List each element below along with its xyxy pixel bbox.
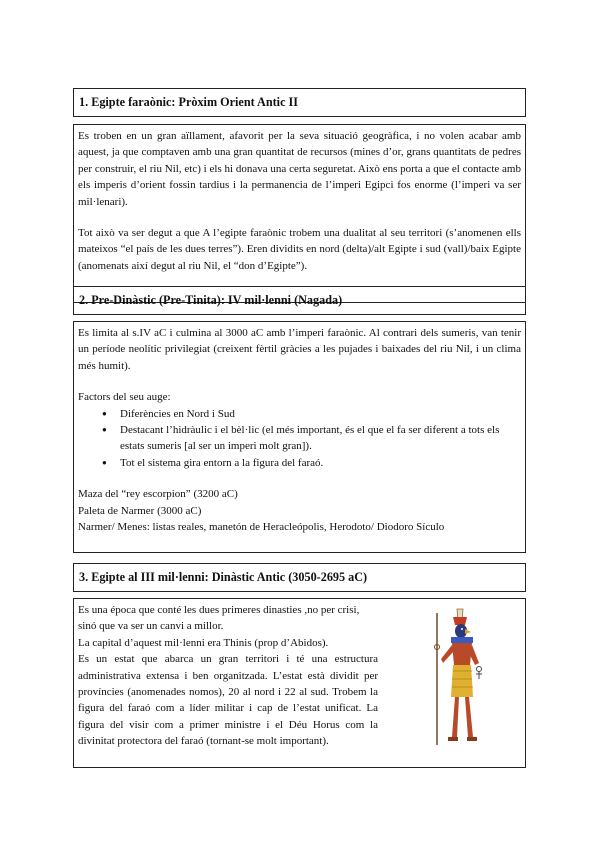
section-2-body <box>73 321 526 553</box>
maza-line: Maza del “rey escorpion” (3200 aC) <box>78 488 238 501</box>
narmer-line: Narmer/ Menes: listas reales, manetón de Heracleópolis, Herodoto/ Diodoro Sículo <box>78 521 445 534</box>
section-3-paragraph-3: Es un estat que abarca un gran territori i té una estructura administrativa extensa i ben organitzada. L’estat està dividit per províncies (anomenades nomos), 20 al nord i 22 al sud. Trobem la figura del faraó com a líder militar i cap de l’estat unificat. La figura del visir com a primer ministre i el Déu Horus com la divinitat protectora del faraó (tornant-se molt important). <box>78 653 378 748</box>
section-2-heading: 2. Pre-Dinàstic (Pre-Tinita): IV mil·lenni (Nagada) <box>73 286 526 315</box>
section-1-paragraph-1: Es troben en un gran aïllament, afavorit per la seva situació geogràfica, i no volen acabar amb aquest, ja que comptaven amb una gran quantitat de recursos (mines d’or, grans quantitats de pedres per construir, el riu Nil, etc) i els hi donava una certa seguretat. Això ens porta a que el contacte amb els imperis d’orient fossin tardius i la permanencia de l’imperi Egipci fos enorme (l’imperi va ser mil·lenari). <box>78 130 521 208</box>
section-1-heading: 1. Egipte faraònic: Pròxim Orient Antic II <box>73 88 526 117</box>
section-1 <box>73 88 526 303</box>
factor-item: ● Destacant l’hidràulic i el bèl·lic (el més important, és el que el fa ser diferent a tots els estats sumeris [al ser un imperi molt gran]). <box>102 422 521 455</box>
paleta-line: Paleta de Narmer (3000 aC) <box>78 504 202 517</box>
section-1-body <box>73 124 526 303</box>
section-1-paragraph-2: Tot això va ser degut a que A l’egipte faraònic trobem una dualitat al seu territori (s’anomenen ells mateixos “el país de les dues terres”). Eren dividits en nord (delta)/alt Egipte i sud (vall)/baix Egipte (anomenats així degut al riu Nil, el “don d’Egipte”). <box>78 227 521 272</box>
section-3 <box>73 563 526 768</box>
factors-list <box>78 406 521 472</box>
section-2-intro: Es limita al s.IV aC i culmina al 3000 aC amb l’imperi faraònic. Al contrari dels sumeris, van tenir un període neolític privilegiat (creixent fèrtil gràcies a les pujades i baixades del riu Nil, i un clima més humit). <box>78 327 521 372</box>
section-2 <box>73 286 526 553</box>
section-3-paragraph-2: La capital d’aquest mil·lenni era Thinis (prop d’Abidos). <box>78 636 329 649</box>
section-3-body <box>73 598 526 768</box>
factor-item: ● Diferències en Nord i Sud <box>102 406 521 422</box>
horus-figure-icon <box>427 607 489 747</box>
section-3-heading: 3. Egipte al III mil·lenni: Dinàstic Antic (3050-2695 aC) <box>73 563 526 592</box>
section-3-text <box>78 602 378 750</box>
factors-title: Factors del seu auge: <box>78 391 171 404</box>
section-3-paragraph-1: Es una época que conté les dues primeres dinasties ,no per crisi, sinó que va ser un canvi a millor. <box>78 604 360 633</box>
factor-item: ● Tot el sistema gira entorn a la figura del faraó. <box>102 455 521 471</box>
